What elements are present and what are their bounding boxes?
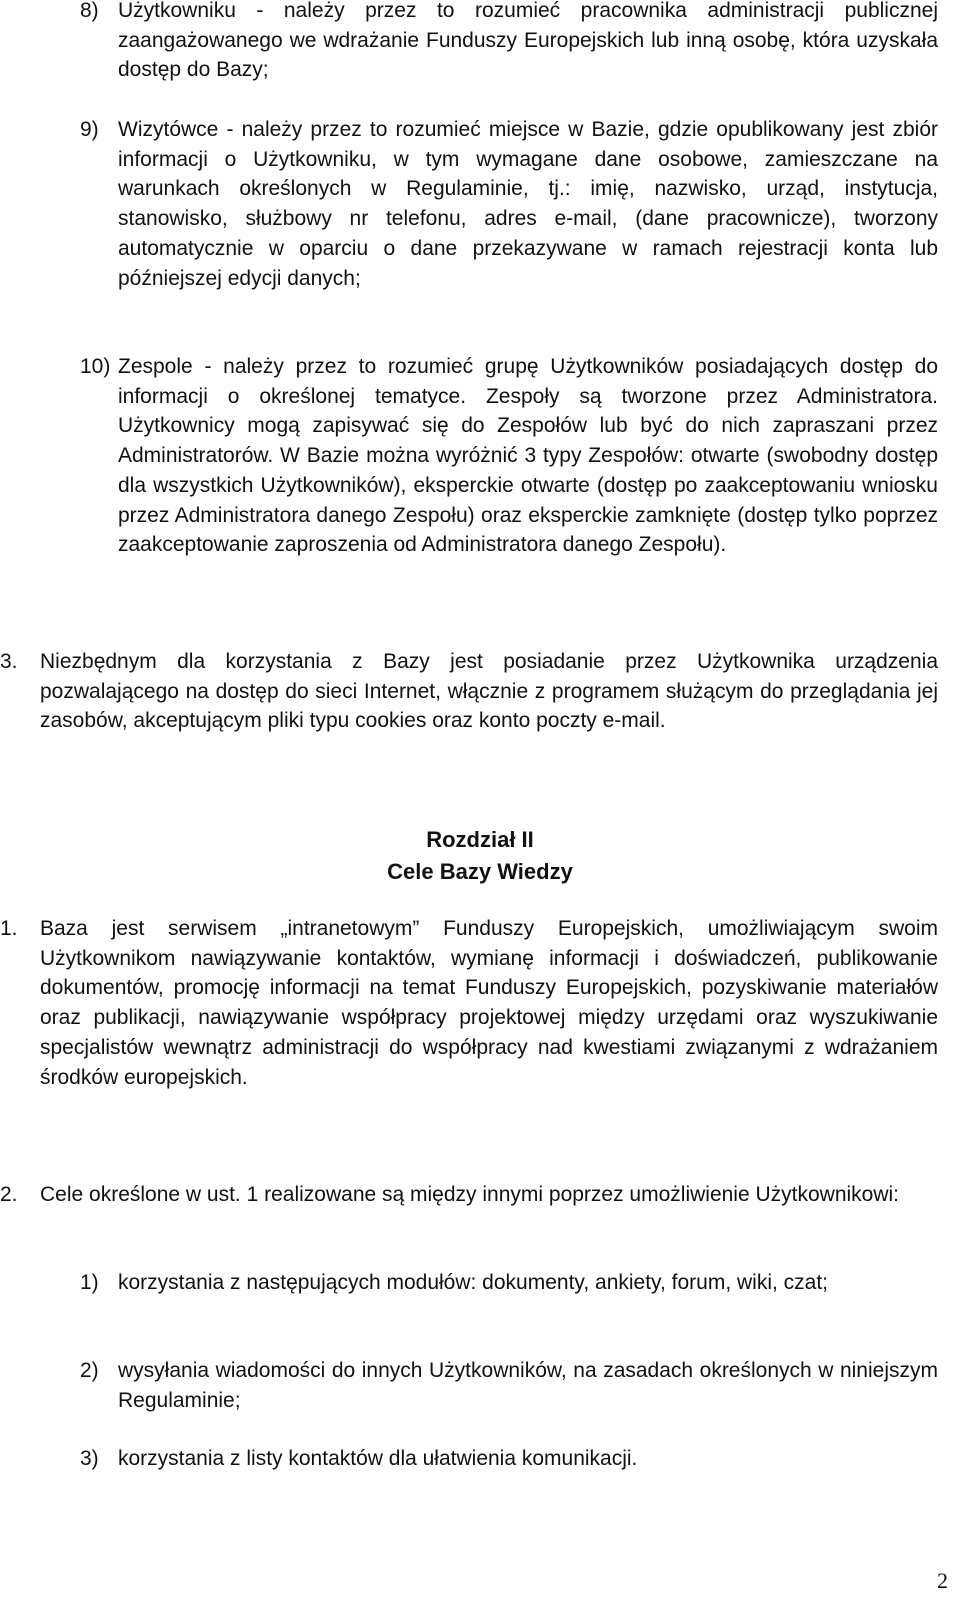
definition-text: Użytkowniku - należy przez to rozumieć pracownika administracji publicznej zaangażowanego we wdrażanie Funduszy Europejskich lub inną osobę, która uzyskała dostęp do Bazy; [118,0,938,82]
list-item-text: korzystania z listy kontaktów dla ułatwienia komunikacji. [118,1447,638,1470]
section-text: Niezbędnym dla korzystania z Bazy jest posiadanie przez Użytkownika urządzenia pozwalającego na dostęp do sieci Internet, włącznie z programem służącym do przeglądania jej zasobów, akceptującym pliki typu cookies oraz konto poczty e-mail. [40,650,938,733]
definition-text: Zespole - należy przez to rozumieć grupę Użytkowników posiadających dostęp do informacji o określonej tematyce. Zespoły są tworzone przez Administratora. Użytkownicy mogą zapisywać się do Zespołów lub być do nich zapraszani przez Administratorów. W Bazie można wyróżnić 3 typy Zespołów: otwarte (swobodny dostęp dla wszystkich Użytkowników), eksperckie otwarte (dostęp po zaakceptowaniu wniosku przez Administratora danego Zespołu) oraz eksperckie zamknięte (dostęp tylko poprzez zaakceptowanie zaproszenia od Administratora danego Zespołu). [118,355,938,557]
list-item-number: 3) [80,1447,99,1470]
definition-number: 8) [80,0,99,22]
list-item-number: 1) [80,1271,99,1294]
section-number: 1. [0,917,18,940]
page-number: 2 [937,1568,948,1593]
section-number: 3. [0,650,18,673]
definition-text: Wizytówce - należy przez to rozumieć miejsce w Bazie, gdzie opublikowany jest zbiór informacji o Użytkowniku, w tym wymagane dane osobowe, zamieszczane na warunkach określonych w Regulaminie, tj.: imię, nazwisko, urząd, instytucja, stanowisko, służbowy nr telefonu, adres e-mail, (dane pracownicze), tworzony automatycznie w oparciu o dane przekazywane w ramach rejestracji konta lub późniejszej edycji danych; [118,118,938,290]
section-text: Baza jest serwisem „intranetowym” Funduszy Europejskich, umożliwiającym swoim Użytkownikom nawiązywanie kontaktów, wymianę informacji i doświadczeń, publikowanie dokumentów, promocję informacji na temat Funduszy Europejskich, pozyskiwanie materiałów oraz publikacji, nawiązywanie współpracy projektowej między urzędami oraz wyszukiwanie specjalistów wewnątrz administracji do współpracy nad kwestiami związanymi z wdrażaniem środków europejskich. [40,917,938,1089]
chapter-subtitle: Cele Bazy Wiedzy [387,859,573,884]
definition-number: 9) [80,118,99,141]
section-number: 2. [0,1183,18,1206]
definition-number: 10) [80,355,111,378]
list-item-text: wysyłania wiadomości do innych Użytkowników, na zasadach określonych w niniejszym Regulaminie; [118,1359,938,1412]
list-item-text: korzystania z następujących modułów: dokumenty, ankiety, forum, wiki, czat; [118,1271,829,1294]
chapter-title: Rozdział II [426,827,534,852]
section-text: Cele określone w ust. 1 realizowane są między innymi poprzez umożliwienie Użytkownikowi: [40,1183,900,1206]
list-item-number: 2) [80,1359,99,1382]
